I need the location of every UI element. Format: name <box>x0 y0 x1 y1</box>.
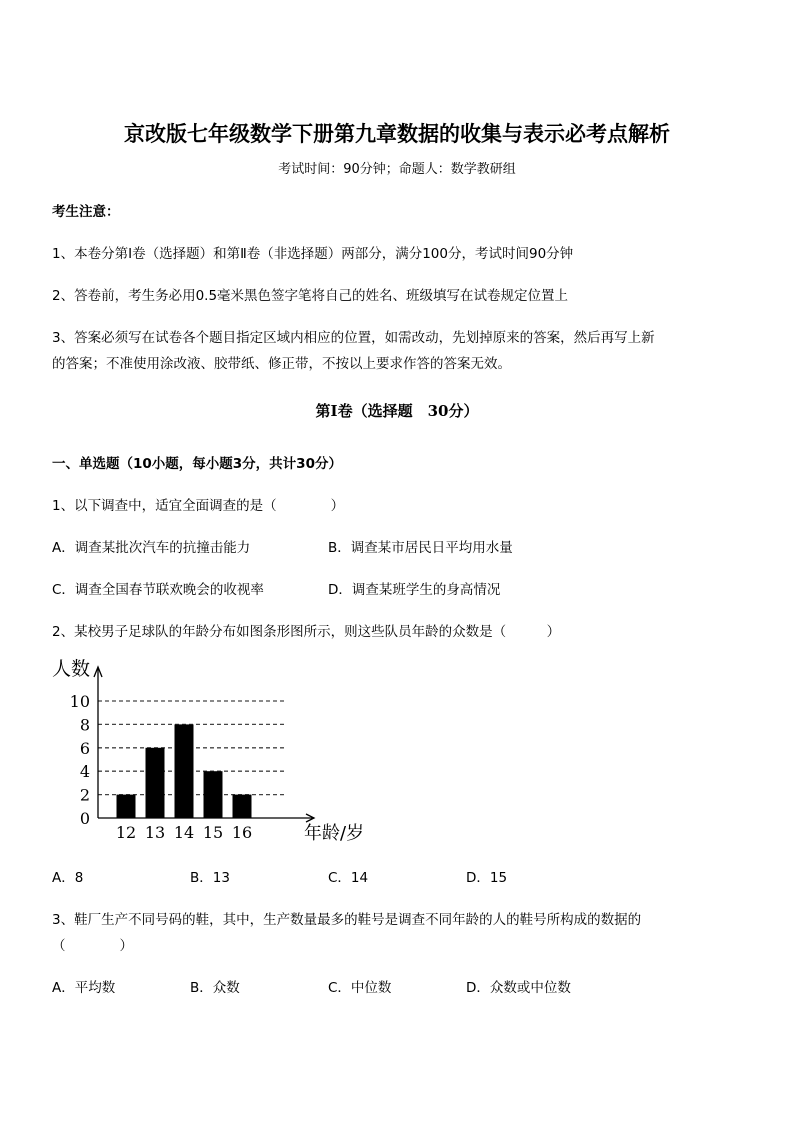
q3-option-d: D．众数或中位数 <box>466 980 571 996</box>
question-2-stem: 2、某校男子足球队的年龄分布如图条形图所示，则这些队员年龄的众数是（ ） <box>52 624 561 640</box>
x-tick-label: 16 <box>231 823 253 842</box>
exam-info: 考试时间：90分钟；命题人：数学教研组 <box>278 162 516 177</box>
y-tick-label: 2 <box>79 785 90 805</box>
y-axis-label: 人数 <box>52 658 91 680</box>
y-tick-label: 4 <box>79 762 90 782</box>
x-tick-label: 12 <box>115 823 137 842</box>
q3-option-b: B．众数 <box>190 980 240 996</box>
y-tick-label: 0 <box>79 809 90 828</box>
x-tick-label: 15 <box>202 823 224 842</box>
y-tick-label: 6 <box>79 738 90 758</box>
x-tick-label: 13 <box>144 823 166 842</box>
bar-12 <box>117 795 136 818</box>
q1-option-a: A．调查某批次汽车的抗撞击能力 <box>52 540 251 556</box>
bar-15 <box>204 771 223 818</box>
y-tick-label: 10 <box>69 692 90 711</box>
q2-option-b: B．13 <box>190 870 230 886</box>
bar-14 <box>175 724 194 818</box>
q1-option-b: B．调查某市居民日平均用水量 <box>328 540 513 556</box>
q3-option-c: C．中位数 <box>328 980 392 996</box>
x-tick-label: 14 <box>173 823 195 842</box>
q2-option-c: C．14 <box>328 870 369 886</box>
notice-item: 1、本卷分第Ⅰ卷（选择题）和第Ⅱ卷（非选择题）两部分，满分100分，考试时间90分钟 <box>52 246 574 262</box>
notice-heading: 考生注意： <box>52 204 120 220</box>
y-tick-label: 8 <box>79 715 90 735</box>
x-axis-label: 年龄/岁 <box>304 823 365 844</box>
question-1-stem: 1、以下调查中，适宜全面调查的是（ ） <box>52 498 345 514</box>
notice-item: 3、答案必须写在试卷各个题目指定区域内相应的位置，如需改动，先划掉原来的答案，然后再写上新 <box>52 330 655 346</box>
question-3-stem-cont: （ ） <box>52 938 133 954</box>
question-3-stem: 3、鞋厂生产不同号码的鞋，其中，生产数量最多的鞋号是调查不同年龄的人的鞋号所构成的数据的 <box>52 912 642 928</box>
q2-option-a: A．8 <box>52 870 84 886</box>
bar-16 <box>233 795 252 818</box>
part-heading: 一、单选题（10小题，每小题3分，共计30分） <box>52 456 342 472</box>
q2-option-d: D．15 <box>466 870 508 886</box>
section-title: 第Ⅰ卷（选择题 30分） <box>315 402 479 420</box>
age-bar-chart <box>52 655 382 845</box>
bar-13 <box>146 748 165 818</box>
notice-item: 2、答卷前，考生务必用0.5毫米黑色签字笔将自己的姓名、班级填写在试卷规定位置上 <box>52 288 569 304</box>
q1-option-d: D．调查某班学生的身高情况 <box>328 582 501 598</box>
q1-option-c: C．调查全国春节联欢晚会的收视率 <box>52 582 264 598</box>
notice-item: 的答案；不准使用涂改液、胶带纸、修正带，不按以上要求作答的答案无效。 <box>52 356 511 372</box>
q3-option-a: A．平均数 <box>52 980 116 996</box>
page-title: 京改版七年级数学下册第九章数据的收集与表示必考点解析 <box>124 121 670 146</box>
